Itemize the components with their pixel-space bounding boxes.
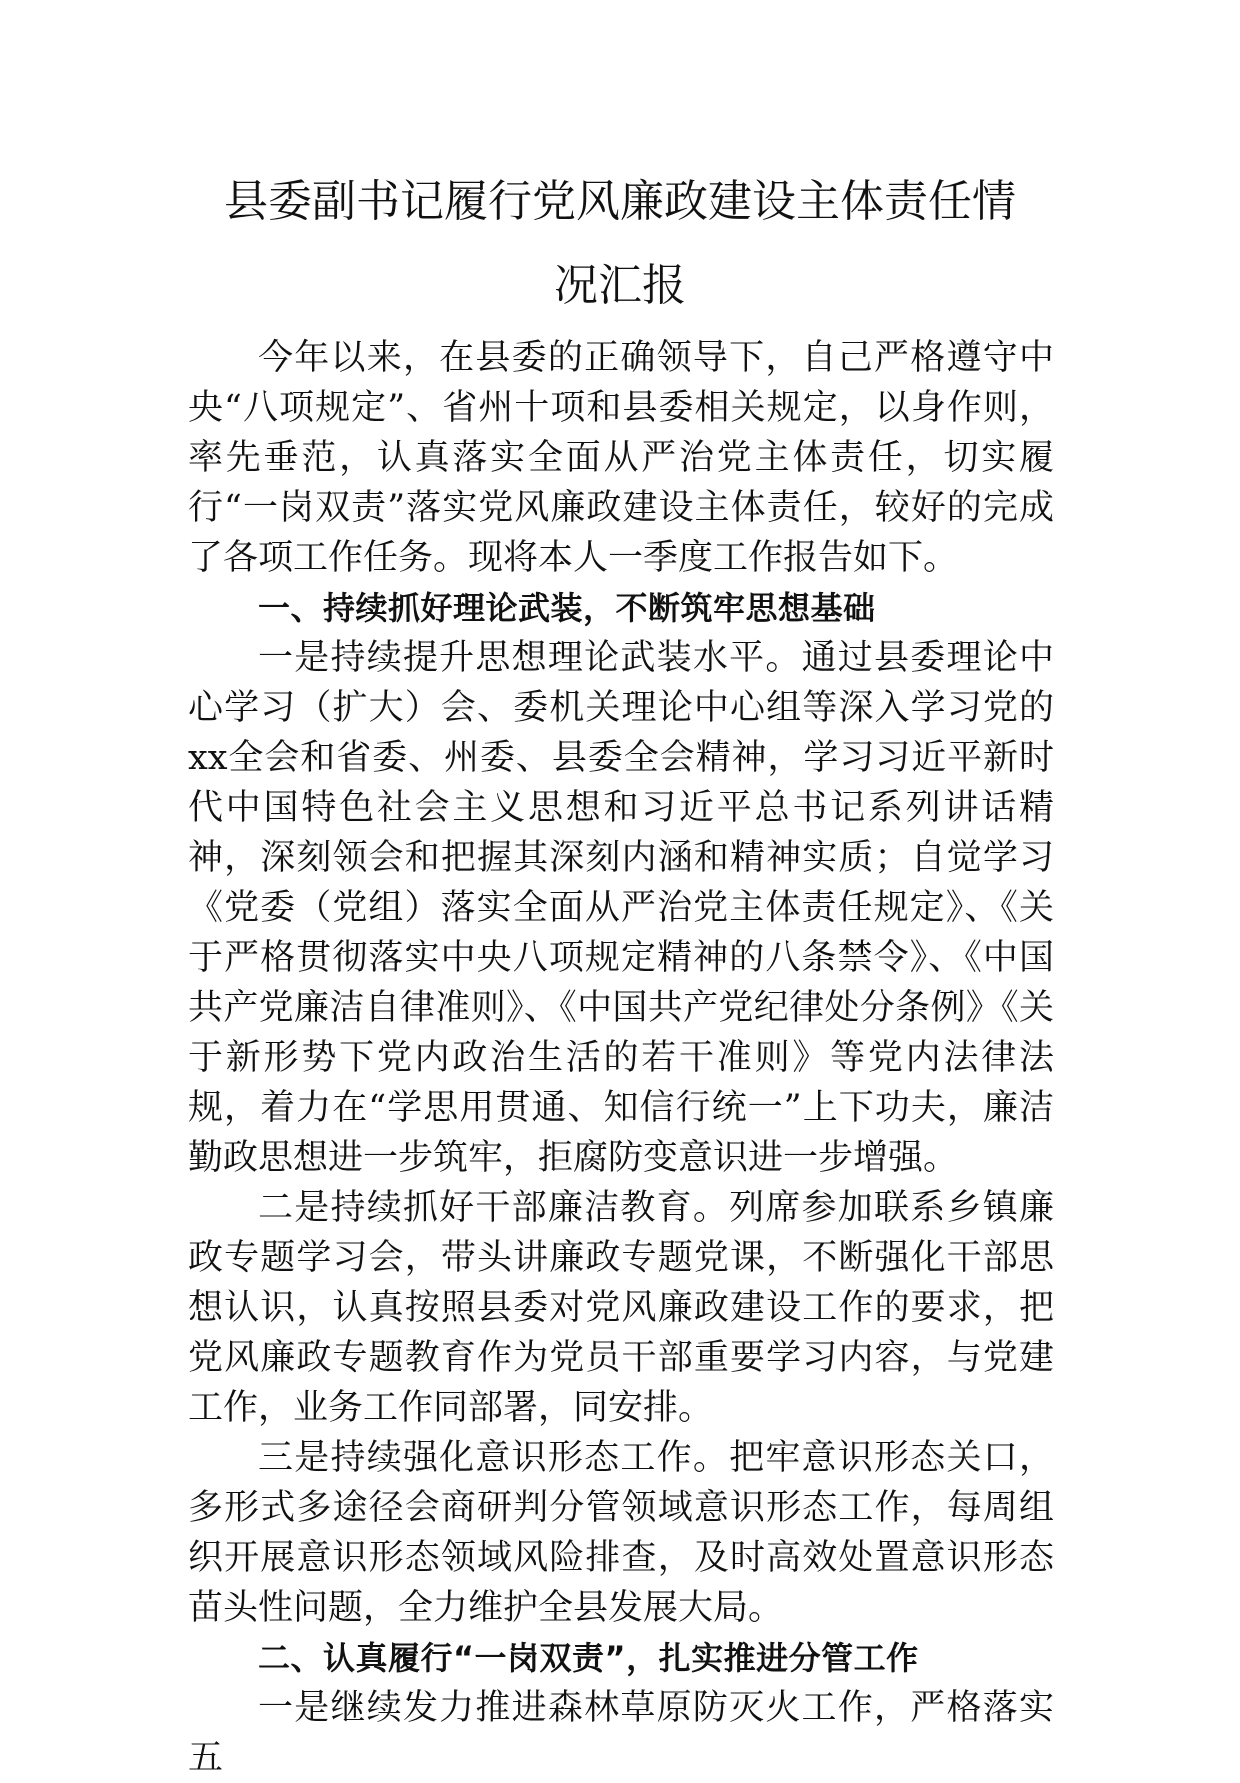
document-title [150, 160, 1090, 328]
section-heading-1: 一、持续抓好理论武装，不断筑牢思想基础 [258, 589, 876, 627]
paragraph-theory-study: 一是持续提升思想理论武装水平。通过县委理论中心学习（扩大）会、委机关理论中心组等深入学习党的xx全会和省委、州委、县委全会精神，学习习近平新时代中国特色社会主义思想和习近平总书记系列讲话精神，深刻领会和把握其深刻内涵和精神实质；自觉学习《党委（党组）落实全面从严治党主体责任规定》、《关于严格贯彻落实中央八项规定精神的八条禁令》、《中国共产党廉洁自律准则》、《中国共产党纪律处分条例》《关于新形势下党内政治生活的若干准则》等党内法律法规，着力在“学思用贯通、知信行统一”上下功夫，廉洁勤政思想进一步筑牢，拒腐防变意识进一步增强。 [188, 638, 1054, 1178]
paragraph-fire-prevention: 一是继续发力推进森林草原防灭火工作，严格落实五 [188, 1688, 1054, 1778]
document-title-line-2: 况汇报 [554, 260, 686, 311]
document-body [188, 333, 1054, 1783]
section-heading-2: 二、认真履行“一岗双责”，扎实推进分管工作 [258, 1639, 919, 1677]
paragraph-integrity-education: 二是持续抓好干部廉洁教育。列席参加联系乡镇廉政专题学习会，带头讲廉政专题党课，不断强化干部思想认识，认真按照县委对党风廉政建设工作的要求，把党风廉政专题教育作为党员干部重要学习内容，与党建工作，业务工作同部署，同安排。 [188, 1188, 1054, 1428]
document-title-line-1: 县委副书记履行党风廉政建设主体责任情 [224, 176, 1016, 227]
intro-paragraph: 今年以来，在县委的正确领导下，自己严格遵守中央“八项规定”、省州十项和县委相关规定，以身作则，率先垂范，认真落实全面从严治党主体责任，切实履行“一岗双责”落实党风廉政建设主体责任，较好的完成了各项工作任务。现将本人一季度工作报告如下。 [188, 338, 1054, 578]
paragraph-ideology-work: 三是持续强化意识形态工作。把牢意识形态关口，多形式多途径会商研判分管领域意识形态工作，每周组织开展意识形态领域风险排查，及时高效处置意识形态苗头性问题，全力维护全县发展大局。 [188, 1438, 1054, 1628]
